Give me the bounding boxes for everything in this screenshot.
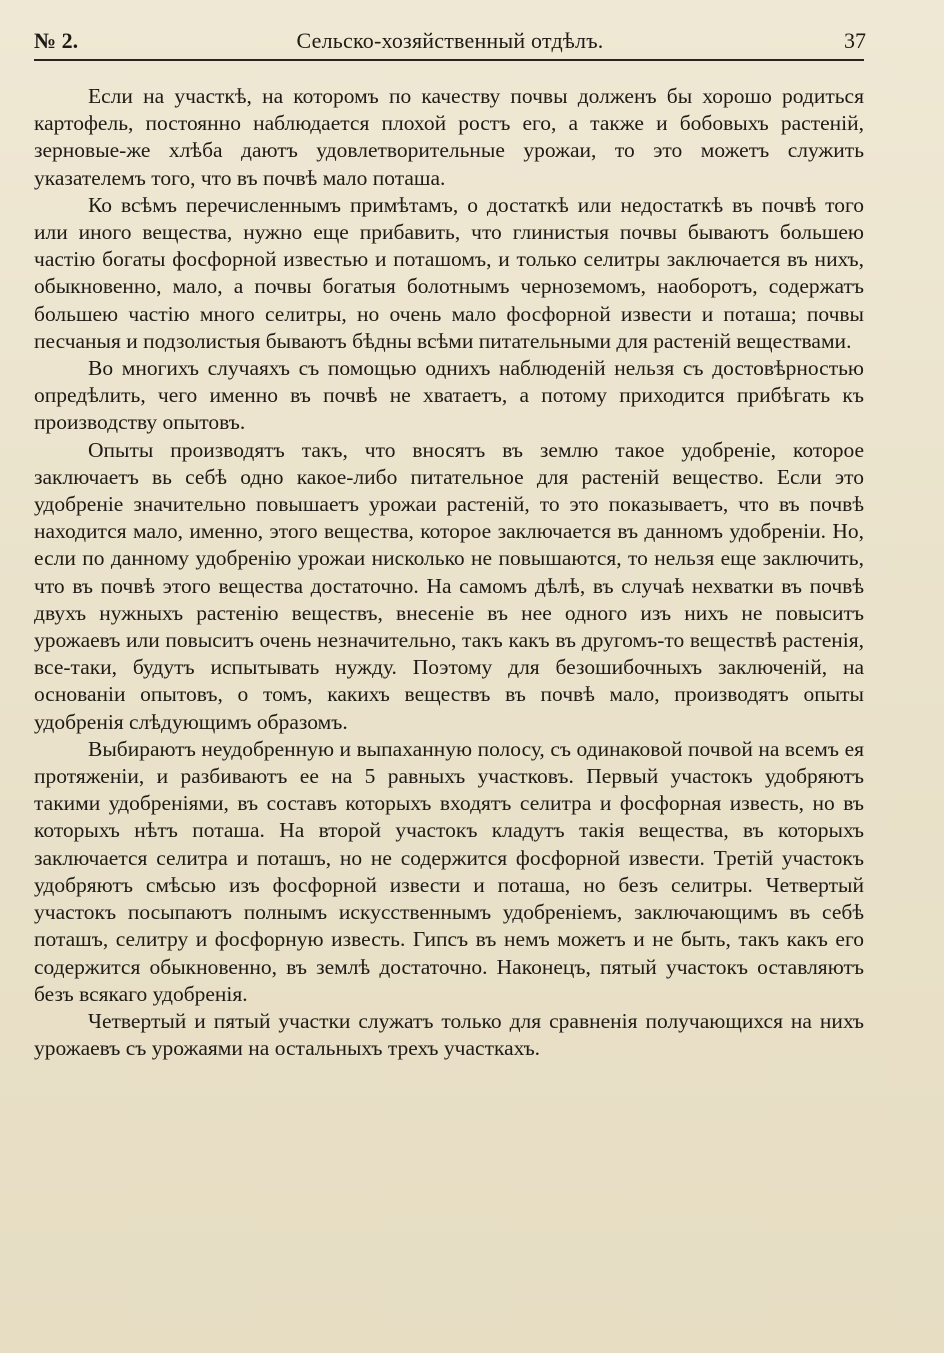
page-number: 37: [844, 28, 866, 53]
header-rule: [34, 59, 864, 61]
paragraph-comparison: Четвертый и пятый участки служатъ только для сравненія получающихся на нихъ урожаевъ съ урожаями на остальныхъ трехъ участкахъ.: [34, 1008, 864, 1061]
paragraph-five-plots: Выбираютъ неудобренную и выпаханную полосу, съ одинаковой почвой на всемъ ея протяженіи, и разбиваютъ ее на 5 равныхъ участковъ. Первый участокъ удобряютъ такими удобреніями, въ составъ которыхъ входятъ селитра и фосфорная известь, но въ которыхъ нѣтъ поташа. На второй участокъ кладутъ такія вещества, въ которыхъ заключается селитра и поташъ, но не содержится фосфорной извести. Третій участокъ удобряютъ смѣсью изъ фосфорной извести и поташа, но безъ селитры. Четвертый участокъ посыпаютъ полнымъ искусственнымъ удобреніемъ, заключающимъ въ себѣ поташъ, селитру и фосфорную известь. Гипсъ въ немъ можетъ и не быть, такъ какъ его содержится обыкновенно, въ землѣ достаточно. Наконецъ, пятый участокъ оставляютъ безъ всякаго удобренія.: [34, 736, 864, 1006]
article-body: [34, 83, 864, 1062]
paragraph-need-experiments: Во многихъ случаяхъ съ помощью однихъ наблюденій нельзя съ достовѣрностью опредѣлить, чего именно въ почвѣ не хватаетъ, а потому приходится прибѣгать къ производству опытовъ.: [34, 356, 864, 435]
paragraph-potash-indicator: Если на участкѣ, на которомъ по качеству почвы долженъ бы хорошо родиться картофель, постоянно наблюдается плохой ростъ его, а также и бобовыхъ растеній, зерновые-же хлѣба даютъ удовлетворительные урожаи, то это можетъ служить указателемъ того, что въ почвѣ мало поташа.: [34, 84, 864, 190]
issue-number: № 2.: [34, 28, 79, 53]
running-header: [34, 26, 866, 56]
paragraph-experiment-method: Опыты производятъ такъ, что вносятъ въ землю такое удобреніе, которое заключаетъ вь себѣ одно какое-либо питательное для растеній вещество. Если это удобреніе значительно повышаетъ урожаи растеній, то это показываетъ, что въ почвѣ находится мало, именно, этого вещества, которое заключается въ данномъ удобреніи. Но, если по данному удобренію урожаи нисколько не повышаются, то нельзя еще заключить, что въ почвѣ этого вещества достаточно. На самомъ дѣлѣ, въ случаѣ нехватки въ почвѣ двухъ нужныхъ растенію веществъ, внесеніе въ нее одного изъ нихъ не повыситъ урожаевъ или повыситъ очень незначительно, такъ какъ въ другомъ-то веществѣ растенія, все-таки, будутъ испытывать нужду. Поэтому для безошибочныхъ заключеній, на основаніи опытовъ, о томъ, какихъ веществъ въ почвѣ мало, производятъ опыты удобренія слѣдующимъ образомъ.: [34, 437, 864, 734]
section-title: Сельско-хозяйственный отдѣлъ.: [296, 28, 604, 53]
paragraph-soil-signs: Ко всѣмъ перечисленнымъ примѣтамъ, о достаткѣ или недостаткѣ въ почвѣ того или иного вещества, нужно еще прибавить, что глинистыя почвы бываютъ большею частію богаты фосфорной известью и поташомъ, и только селитры заключается въ нихъ, обыкновенно, мало, а почвы богатыя болотнымъ черноземомъ, наоборотъ, содержатъ большею частію много селитры, но очень мало фосфорной извести и поташа; почвы песчаныя и подзолистыя бываютъ бѣдны всѣми питательными для растеній веществами.: [34, 192, 864, 353]
